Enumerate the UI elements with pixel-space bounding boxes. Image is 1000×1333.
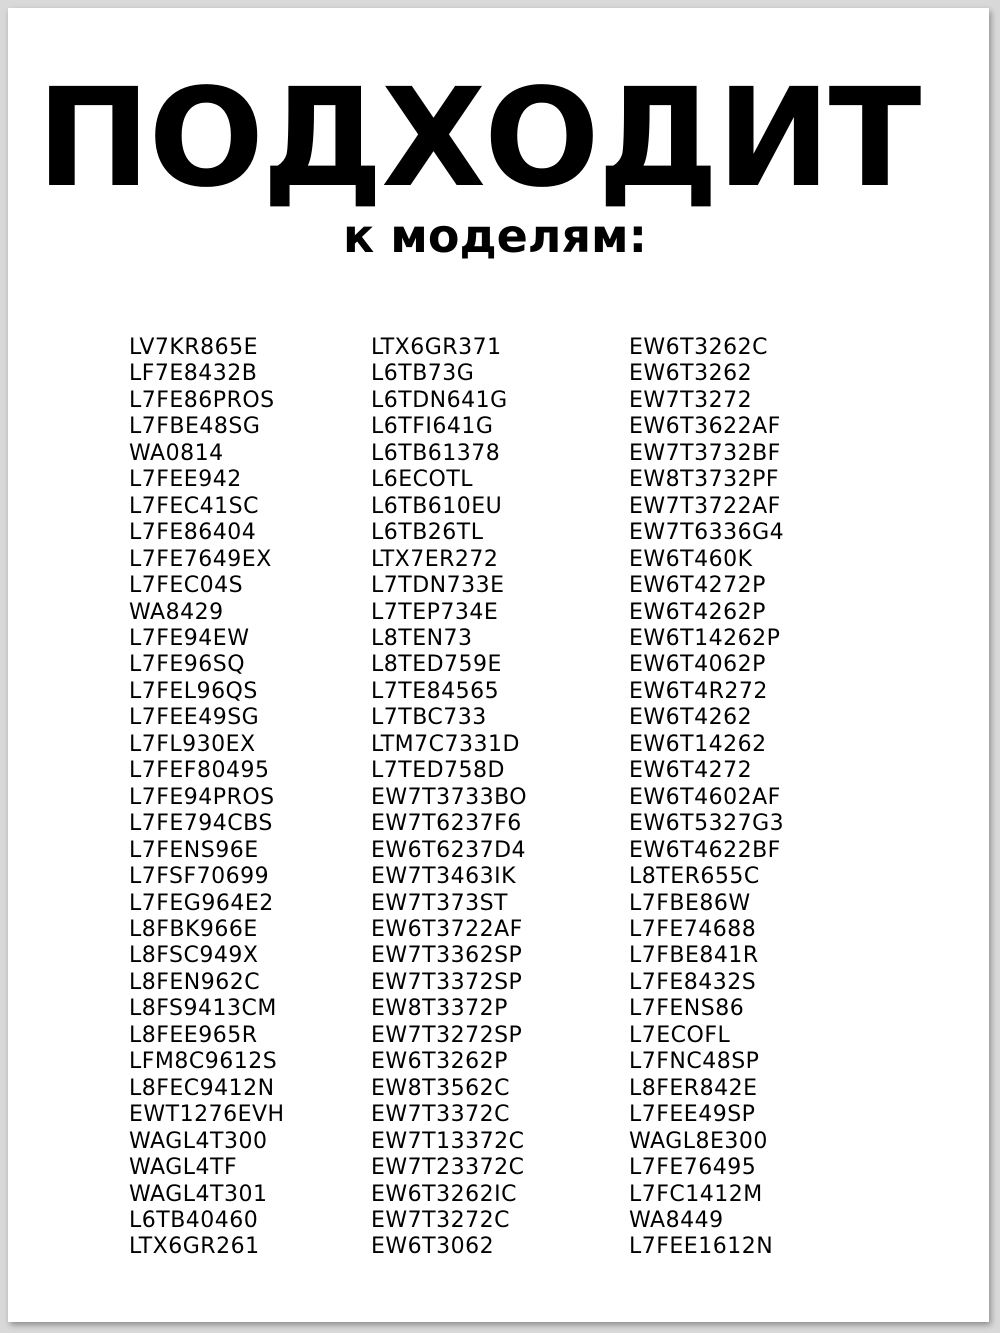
model-item: L7FE794CBS: [129, 811, 273, 837]
model-item: L7FEE49SP: [629, 1102, 756, 1128]
model-column-2: [371, 335, 527, 1261]
model-item: L7FE86PROS: [129, 387, 275, 413]
model-item: L6TDN641G: [371, 387, 508, 413]
model-item: EW7T3272SP: [371, 1022, 523, 1048]
model-item: L7FE94PROS: [129, 784, 275, 810]
model-item: WAGL4T300: [129, 1128, 268, 1154]
model-item: L7FL930EX: [129, 731, 256, 757]
model-item: EW6T4622BF: [629, 837, 781, 863]
model-item: L7FE74688: [629, 916, 757, 942]
model-item: EW7T13372C: [371, 1128, 525, 1154]
model-item: LV7KR865E: [129, 335, 258, 360]
model-item: L7FE7649EX: [129, 546, 272, 572]
model-item: L7FEC41SC: [129, 493, 259, 519]
model-item: L8TED759E: [371, 652, 502, 678]
model-item: EW6T3262C: [629, 335, 768, 360]
model-item: WA0814: [129, 440, 224, 466]
model-item: EWT1276EVH: [129, 1102, 285, 1128]
model-item: L7FBE841R: [629, 943, 759, 969]
model-item: EW6T4262P: [629, 599, 766, 625]
model-item: EW6T4262: [629, 705, 753, 731]
model-item: EW7T6237F6: [371, 811, 522, 837]
model-item: L7FE94EW: [129, 625, 250, 651]
model-item: EW7T3722AF: [629, 493, 781, 519]
model-item: EW7T3463IK: [371, 864, 516, 890]
model-item: L6TFI641G: [371, 414, 494, 440]
model-item: LF7E8432B: [129, 361, 258, 387]
model-item: L8TEN73: [371, 625, 473, 651]
model-column-3: [629, 335, 784, 1261]
model-item: L7FNC48SP: [629, 1049, 760, 1075]
model-item: EW6T3262IC: [371, 1181, 517, 1207]
model-item: EW6T14262P: [629, 625, 781, 651]
model-item: EW7T3272C: [371, 1207, 510, 1233]
model-column-1: [129, 335, 285, 1261]
model-item: EW7T3372SP: [371, 969, 523, 995]
model-item: L6TB40460: [129, 1207, 259, 1233]
model-item: EW8T3372P: [371, 996, 508, 1022]
model-item: L7FE86404: [129, 520, 257, 546]
model-item: EW7T3272: [629, 387, 753, 413]
model-item: L7FEE1612N: [629, 1234, 774, 1260]
model-item: L7FE96SQ: [129, 652, 246, 678]
model-item: WAGL4T301: [129, 1181, 268, 1207]
model-item: L7TE84565: [371, 678, 500, 704]
model-item: L8FEC9412N: [129, 1075, 275, 1101]
model-item: L7FBE86W: [629, 890, 751, 916]
model-item: WAGL8E300: [629, 1128, 768, 1154]
model-item: L7FBE48SG: [129, 414, 261, 440]
model-item: L6TB61378: [371, 440, 501, 466]
model-item: EW6T14262: [629, 731, 767, 757]
model-item: L7ECOFL: [629, 1022, 731, 1048]
model-item: L7FSF70699: [129, 864, 270, 890]
model-item: L7TBC733: [371, 705, 487, 731]
model-item: WA8449: [629, 1207, 724, 1233]
model-item: L6TB610EU: [371, 493, 503, 519]
model-item: EW7T373ST: [371, 890, 508, 916]
model-item: EW7T23372C: [371, 1155, 525, 1181]
model-item: LTX7ER272: [371, 546, 499, 572]
model-item: L7FC1412M: [629, 1181, 763, 1207]
model-item: L8FSC949X: [129, 943, 259, 969]
model-item: L7FE76495: [629, 1155, 757, 1181]
model-item: WA8429: [129, 599, 224, 625]
model-item: EW7T3362SP: [371, 943, 523, 969]
page-sheet: [8, 8, 989, 1322]
model-item: EW7T3732BF: [629, 440, 781, 466]
model-item: L7FENS96E: [129, 837, 259, 863]
model-item: EW6T6237D4: [371, 837, 527, 863]
model-item: EW6T3722AF: [371, 916, 523, 942]
model-item: EW6T3062: [371, 1234, 495, 1260]
model-item: L7FEF80495: [129, 758, 270, 784]
page-title: ПОДХОДИТ: [36, 60, 920, 218]
model-item: EW6T3262P: [371, 1049, 508, 1075]
model-item: L7FEE49SG: [129, 705, 260, 731]
model-item: L7FEL96QS: [129, 678, 258, 704]
model-item: EW6T4602AF: [629, 784, 781, 810]
model-item: LFM8C9612S: [129, 1049, 278, 1075]
model-item: L8FEE965R: [129, 1022, 258, 1048]
model-item: L6ECOTL: [371, 467, 474, 493]
model-item: EW6T3622AF: [629, 414, 781, 440]
model-item: EW6T4272P: [629, 573, 766, 599]
model-item: L6TB26TL: [371, 520, 484, 546]
model-item: L6TB73G: [371, 361, 475, 387]
model-item: EW8T3732PF: [629, 467, 779, 493]
model-item: L7TDN733E: [371, 573, 505, 599]
model-item: LTM7C7331D: [371, 731, 520, 757]
model-item: LTX6GR371: [371, 335, 502, 360]
model-item: L7FEE942: [129, 467, 242, 493]
model-item: L7TED758D: [371, 758, 505, 784]
model-item: L8TER655C: [629, 864, 760, 890]
model-item: LTX6GR261: [129, 1234, 260, 1260]
model-item: EW6T460K: [629, 546, 753, 572]
model-item: EW6T4R272: [629, 678, 768, 704]
model-item: L8FER842E: [629, 1075, 758, 1101]
page-subtitle: к моделям:: [343, 209, 648, 263]
model-item: L7TEP734E: [371, 599, 499, 625]
model-item: L8FS9413CM: [129, 996, 277, 1022]
model-item: EW6T4272: [629, 758, 753, 784]
model-item: L8FEN962C: [129, 969, 261, 995]
model-item: L7FE8432S: [629, 969, 757, 995]
model-item: EW6T3262: [629, 361, 753, 387]
model-item: EW7T3733BO: [371, 784, 528, 810]
model-item: L7FENS86: [629, 996, 745, 1022]
model-item: EW7T3372C: [371, 1102, 510, 1128]
model-item: EW6T4062P: [629, 652, 766, 678]
model-item: L7FEG964E2: [129, 890, 274, 916]
model-item: L8FBK966E: [129, 916, 258, 942]
model-item: WAGL4TF: [129, 1155, 238, 1181]
model-item: L7FEC04S: [129, 573, 244, 599]
model-item: EW8T3562C: [371, 1075, 510, 1101]
model-item: EW7T6336G4: [629, 520, 785, 546]
model-item: EW6T5327G3: [629, 811, 785, 837]
